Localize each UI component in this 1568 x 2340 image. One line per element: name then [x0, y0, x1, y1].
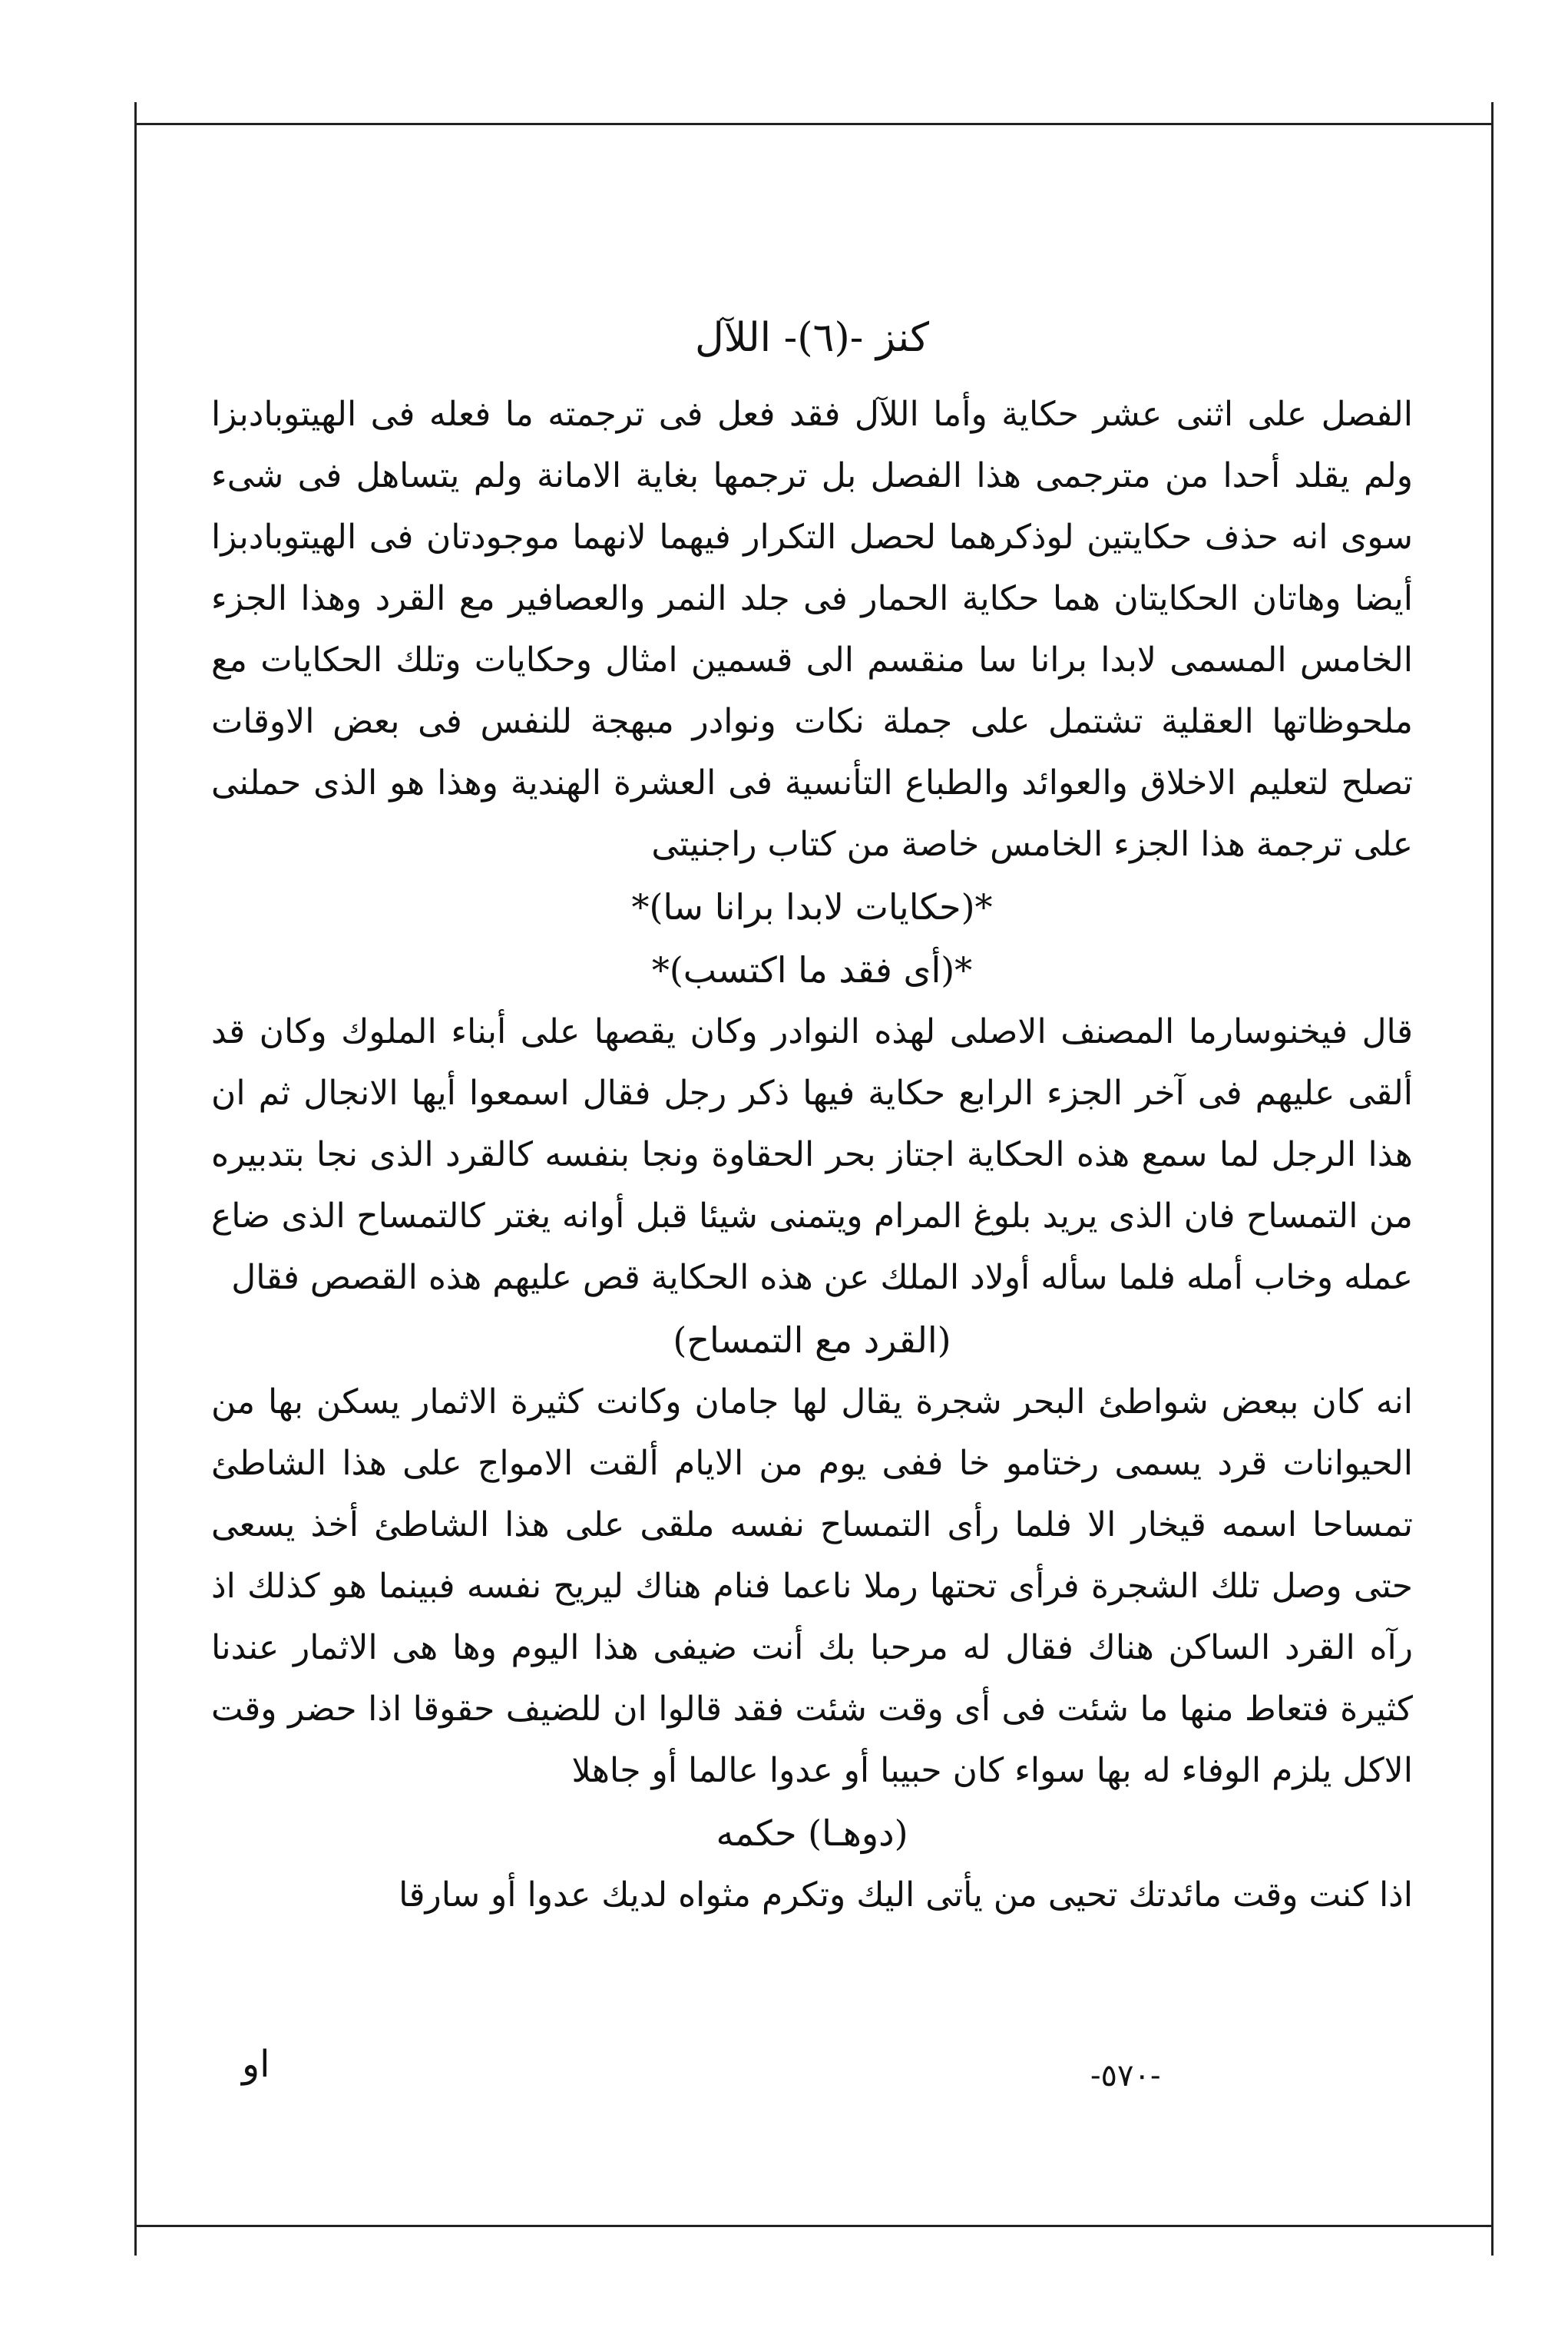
paragraph-story: انه كان ببعض شواطئ البحر شجرة يقال لها جامان وكانت كثيرة الاثمار يسكن بها من الحيوانات قرد يسمى رختامو خا ففى يوم من الايام ألقت الامواج على هذا الشاطئ تمساحا اسمه قيخار الا فلما رأى التمساح نفسه ملقى على هذا الشاطئ أخذ يسعى حتى وصل تلك الشجرة فرأى تحتها رملا ناعما فنام هناك ليريح نفسه فبينما هو كذلك اذ رآه القرد الساكن هناك فقال له مرحبا بك أنت ضيفى هذا اليوم وها هى الاثمار عندنا كثيرة فتعاط منها ما شئت فى أى وقت شئت فقد قالوا ان للضيف حقوقا اذا حضر وقت الاكل يلزم الوفاء له بها سواء كان حبيبا أو عدوا عالما أو جاهلا	[211, 1382, 1413, 1790]
verse-line: اذا كنت وقت مائدتك تحيى من يأتى اليك وتكرم مثواه لديك عدوا أو سارقا	[399, 1875, 1413, 1915]
paragraph-narrator: قال فيخنوسارما المصنف الاصلى لهذه النوادر وكان يقصها على أبناء الملوك وكان قد ألقى عليهم فى آخر الجزء الرابع حكاية فيها ذكر رجل فقال اسمعوا أيها الانجال ثم ان هذا الرجل لما سمع هذه الحكاية اجتاز بحر الحقاوة ونجا بنفسه كالقرد الذى نجا بتدبيره من التمساح فان الذى يريد بلوغ المرام ويتمنى شيئا قبل أوانه يغتر كالتمساح الذى ضاع عمله وخاب أمله فلما سأله أولاد الملك عن هذه الحكاية قص عليهم هذه القصص فقال	[211, 1012, 1413, 1297]
subtitle-meaning: *(أى فقد ما اكتسب)*	[651, 949, 973, 991]
section-title: (القرد مع التمساح)	[673, 1319, 951, 1361]
paragraph-intro: الفصل على اثنى عشر حكاية وأما اللآل فقد فعل فى ترجمته ما فعله فى الهيتوبادبزا ولم يقلد أحدا من مترجمى هذا الفصل بل ترجمها بغاية الامانة ولم يتساهل فى شىء سوى انه حذف حكايتين لوذكرهما لحصل التكرار فيهما لانهما موجودتان فى الهيتوبادبزا أيضا وهاتان الحكايتان هما حكاية الحمار فى جلد النمر والعصافير مع القرد وهذا الجزء الخامس المسمى لابدا برانا سا منقسم الى قسمين امثال وحكايات وتلك الحكايات مع ملحوظاتها العقلية تشتمل على جملة نكات ونوادر مبهجة للنفس فى بعض الاوقات تصلح لتعليم الاخلاق والعوائد والطباع التأنسية فى العشرة الهندية وهذا هو الذى حملنى على ترجمة هذا الجزء الخامس خاصة من كتاب راجنيتى	[211, 395, 1413, 864]
running-header: كنز -(٦)- اللآل	[695, 315, 929, 361]
poem-title: (دوهـا) حكمه	[716, 1812, 908, 1854]
page-body	[211, 300, 1413, 1926]
catchword: او	[242, 2043, 270, 2086]
page-number: -٥٧٠-	[1090, 2058, 1161, 2093]
subtitle-stories: *(حكايات لابدا برانا سا)*	[631, 886, 993, 928]
